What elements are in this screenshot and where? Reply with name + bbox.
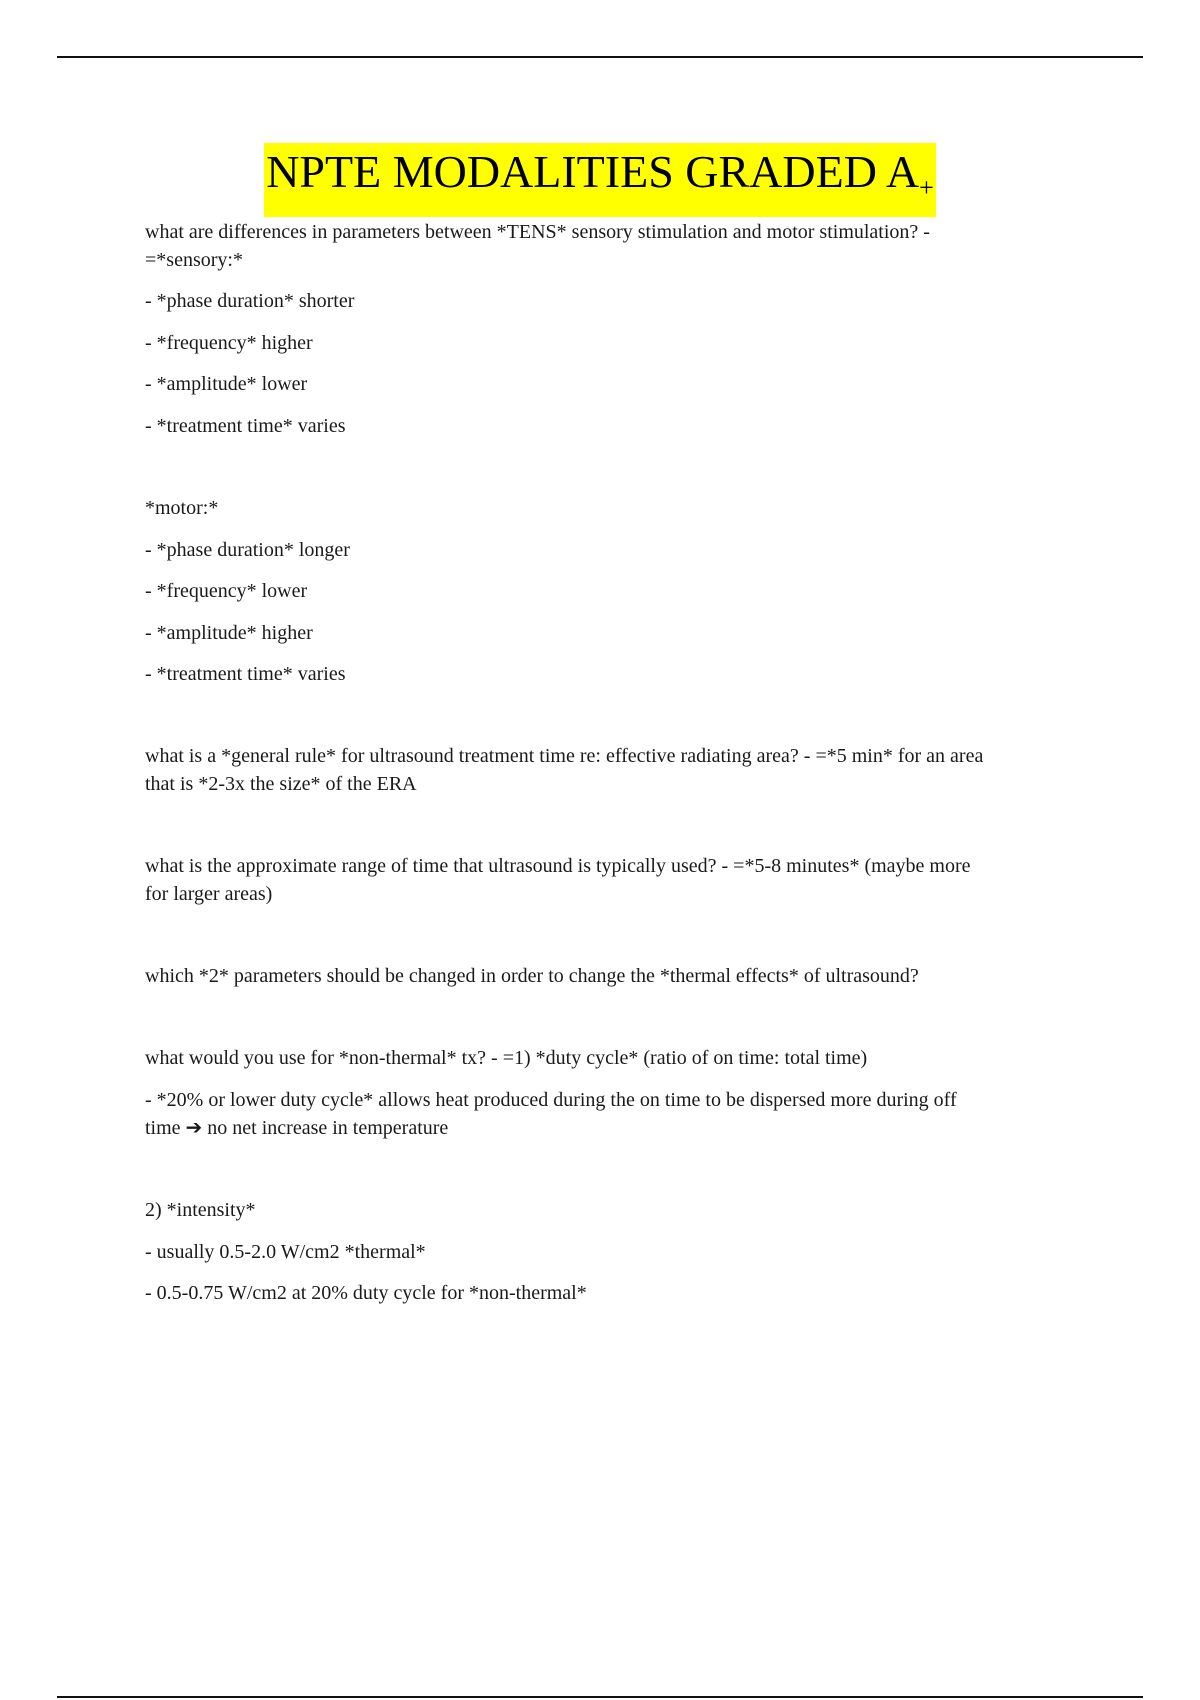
top-rule xyxy=(57,56,1143,58)
sensory-item: - *phase duration* shorter xyxy=(145,290,355,312)
sensory-item: - *amplitude* lower xyxy=(145,373,308,395)
document-body xyxy=(145,218,1085,1307)
question-tens-line-2: =*sensory:* xyxy=(145,249,243,271)
motor-item: - *amplitude* higher xyxy=(145,622,313,644)
motor-item: - *phase duration* longer xyxy=(145,539,350,561)
bottom-rule xyxy=(57,1696,1143,1698)
question-non-thermal: what would you use for *non-thermal* tx? - =1) *duty cycle* (ratio of on time: total time) xyxy=(145,1047,868,1069)
duty-cycle-note-line-2: time ➔ no net increase in temperature xyxy=(145,1117,449,1139)
intensity-heading: 2) *intensity* xyxy=(145,1199,256,1221)
question-ultrasound-time-line-1: what is the approximate range of time that ultrasound is typically used? - =*5-8 minutes* (maybe more xyxy=(145,855,971,877)
intensity-item: - 0.5-0.75 W/cm2 at 20% duty cycle for *non-thermal* xyxy=(145,1282,587,1304)
question-ultrasound-time-line-2: for larger areas) xyxy=(145,883,273,905)
document-title xyxy=(264,143,936,217)
duty-cycle-note-line-1: - *20% or lower duty cycle* allows heat produced during the on time to be dispersed more during off xyxy=(145,1089,957,1111)
question-ultrasound-rule-line-1: what is a *general rule* for ultrasound treatment time re: effective radiating area? - =*5 min* for an area xyxy=(145,745,984,767)
intensity-item: - usually 0.5-2.0 W/cm2 *thermal* xyxy=(145,1241,426,1263)
title-text: NPTE MODALITIES GRADED A xyxy=(266,146,920,197)
motor-item: - *treatment time* varies xyxy=(145,663,346,685)
sensory-item: - *treatment time* varies xyxy=(145,415,346,437)
question-ultrasound-rule-line-2: that is *2-3x the size* of the ERA xyxy=(145,773,417,795)
title-suffix: + xyxy=(919,173,934,202)
question-thermal-parameters: which *2* parameters should be changed in order to change the *thermal effects* of ultrasound? xyxy=(145,965,919,987)
sensory-item: - *frequency* higher xyxy=(145,332,313,354)
question-tens-line-1: what are differences in parameters between *TENS* sensory stimulation and motor stimulation? - xyxy=(145,221,930,243)
title-block xyxy=(0,143,1200,217)
motor-heading: *motor:* xyxy=(145,497,219,519)
motor-item: - *frequency* lower xyxy=(145,580,308,602)
